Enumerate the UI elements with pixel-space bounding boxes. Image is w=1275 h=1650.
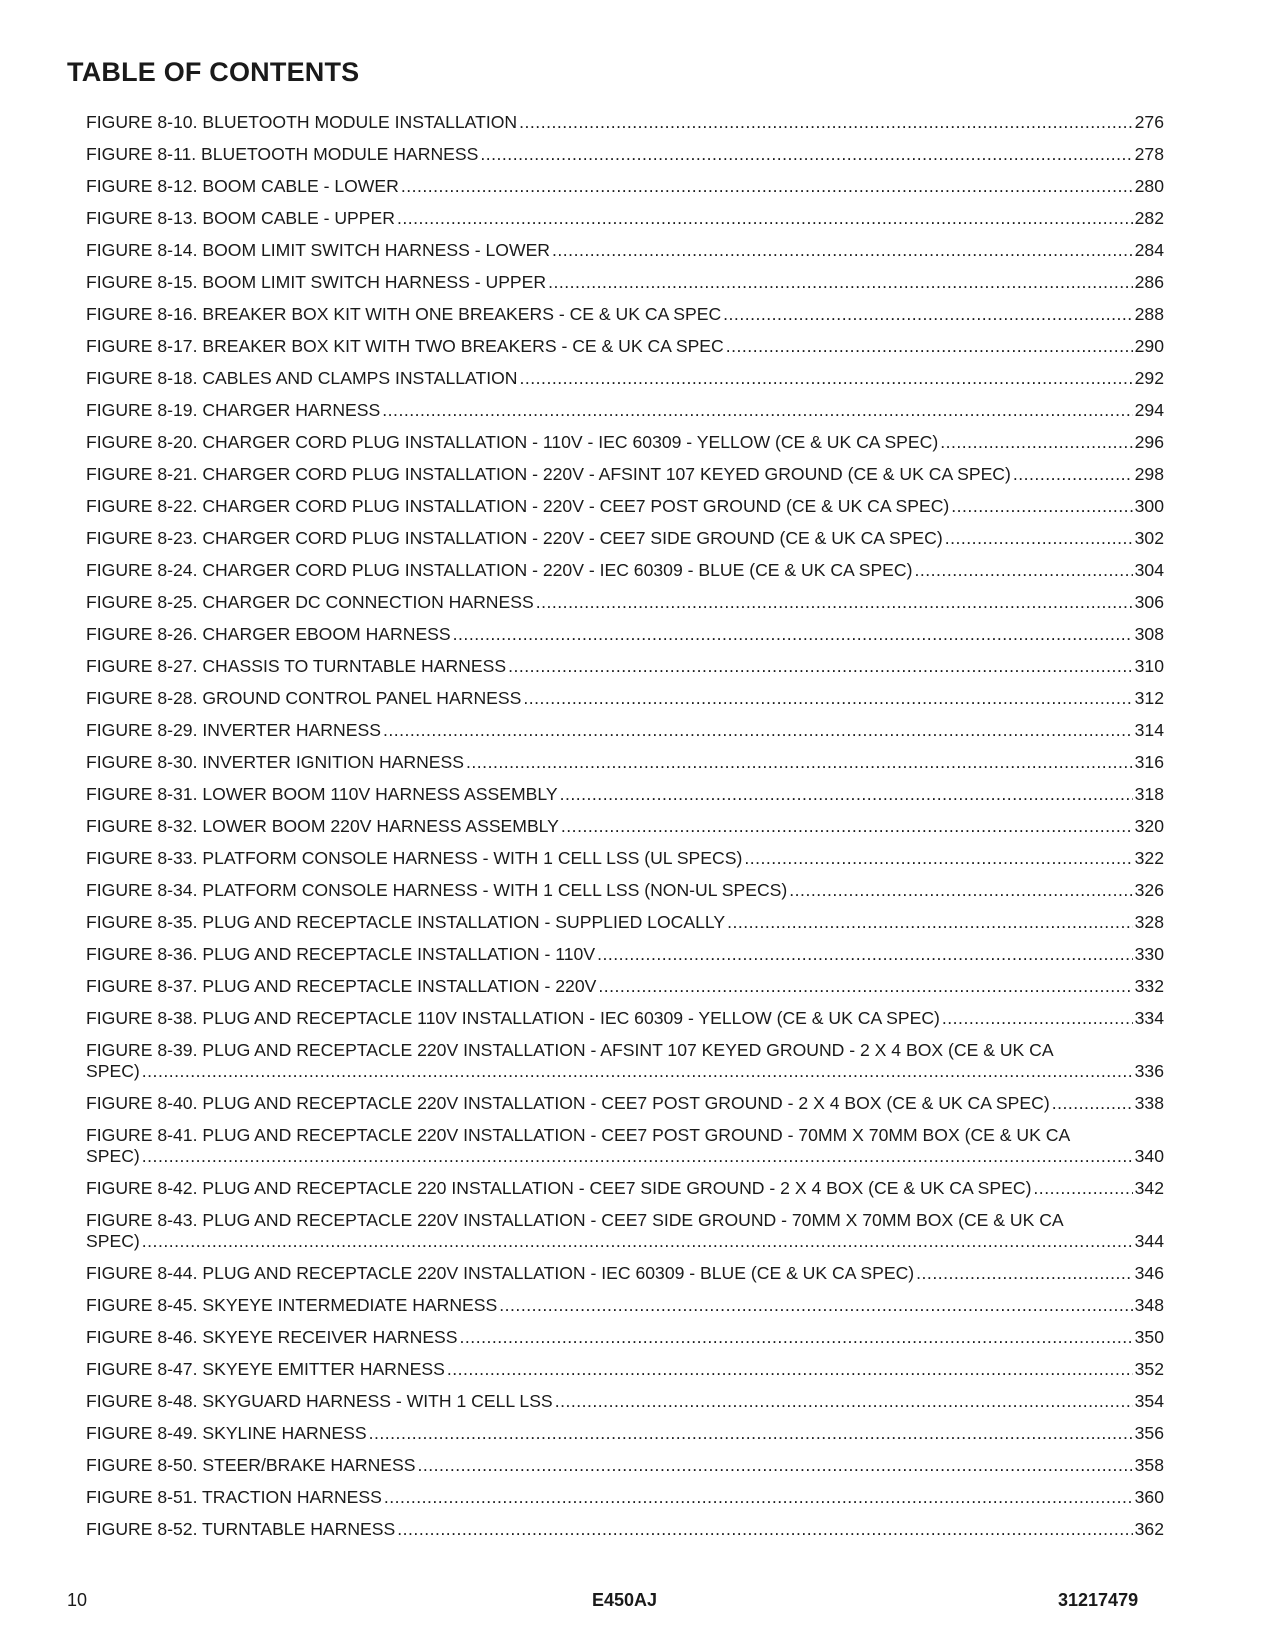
- toc-entry[interactable]: [86, 560, 1164, 581]
- toc-entry-page: 344: [1134, 1231, 1164, 1251]
- toc-entry-page: 354: [1134, 1391, 1164, 1411]
- toc-leader-dots: [369, 1423, 1133, 1444]
- toc-entry-title: FIGURE 8-46. SKYEYE RECEIVER HARNESS: [86, 1327, 458, 1347]
- toc-entry[interactable]: [86, 112, 1164, 133]
- toc-entry-title-cont: SPEC): [86, 1231, 140, 1251]
- toc-entry-title: FIGURE 8-50. STEER/BRAKE HARNESS: [86, 1455, 416, 1475]
- toc-entry-page: 296: [1134, 432, 1164, 452]
- toc-leader-dots: [397, 208, 1133, 229]
- toc-entry[interactable]: [86, 1423, 1164, 1444]
- toc-entry-title: FIGURE 8-14. BOOM LIMIT SWITCH HARNESS - LOWER: [86, 240, 551, 260]
- toc-entry-title: FIGURE 8-51. TRACTION HARNESS: [86, 1487, 382, 1507]
- toc-entry-title: FIGURE 8-33. PLATFORM CONSOLE HARNESS - WITH 1 CELL LSS (UL SPECS): [86, 848, 743, 868]
- toc-entry-title: FIGURE 8-23. CHARGER CORD PLUG INSTALLATION - 220V - CEE7 SIDE GROUND (CE & UK CA SPEC): [86, 528, 943, 548]
- toc-entry-title: FIGURE 8-30. INVERTER IGNITION HARNESS: [86, 752, 465, 772]
- toc-entry-continuation: [86, 1146, 1164, 1167]
- toc-entry-title: FIGURE 8-16. BREAKER BOX KIT WITH ONE BREAKERS - CE & UK CA SPEC: [86, 304, 722, 324]
- toc-entry[interactable]: [86, 624, 1164, 645]
- toc-entry-page: 316: [1134, 752, 1164, 772]
- toc-entry-title: FIGURE 8-45. SKYEYE INTERMEDIATE HARNESS: [86, 1295, 498, 1315]
- toc-entry-title: FIGURE 8-52. TURNTABLE HARNESS: [86, 1519, 396, 1539]
- toc-entry-title: FIGURE 8-42. PLUG AND RECEPTACLE 220 INSTALLATION - CEE7 SIDE GROUND - 2 X 4 BOX (CE & UK CA SPEC): [86, 1178, 1032, 1198]
- toc-entry-page: 294: [1134, 400, 1164, 420]
- toc-leader-dots: [536, 592, 1133, 613]
- toc-leader-dots: [560, 784, 1133, 805]
- toc-entry[interactable]: [86, 240, 1164, 261]
- toc-entry[interactable]: [86, 1391, 1164, 1412]
- toc-entry-title: FIGURE 8-31. LOWER BOOM 110V HARNESS ASSEMBLY: [86, 784, 558, 804]
- toc-entry-title: FIGURE 8-24. CHARGER CORD PLUG INSTALLATION - 220V - IEC 60309 - BLUE (CE & UK CA SPEC): [86, 560, 913, 580]
- toc-entry-page: 358: [1134, 1455, 1164, 1475]
- toc-entry-page: 312: [1134, 688, 1164, 708]
- toc-entry-title: FIGURE 8-13. BOOM CABLE - UPPER: [86, 208, 395, 228]
- toc-leader-dots: [523, 688, 1132, 709]
- toc-entry[interactable]: [86, 464, 1164, 485]
- toc-entry-title: FIGURE 8-36. PLUG AND RECEPTACLE INSTALLATION - 110V: [86, 944, 596, 964]
- toc-entry-page: 330: [1134, 944, 1164, 964]
- toc-entry[interactable]: [86, 1487, 1164, 1508]
- toc-entry[interactable]: [86, 848, 1164, 869]
- toc-entry-page: 288: [1134, 304, 1164, 324]
- toc-entry-page: 326: [1134, 880, 1164, 900]
- toc-entry[interactable]: [86, 752, 1164, 773]
- toc-entry-title: FIGURE 8-47. SKYEYE EMITTER HARNESS: [86, 1359, 445, 1379]
- toc-entry-title: FIGURE 8-26. CHARGER EBOOM HARNESS: [86, 624, 451, 644]
- toc-leader-dots: [142, 1146, 1133, 1167]
- toc-leader-dots: [914, 560, 1132, 581]
- toc-leader-dots: [382, 400, 1132, 421]
- toc-entry-page: 362: [1134, 1519, 1164, 1539]
- toc-leader-dots: [598, 976, 1132, 997]
- toc-entry-title: FIGURE 8-32. LOWER BOOM 220V HARNESS ASSEMBLY: [86, 816, 559, 836]
- toc-leader-dots: [508, 656, 1133, 677]
- toc-entry-page: 308: [1134, 624, 1164, 644]
- toc-leader-dots: [447, 1359, 1133, 1380]
- toc-entry-page: 320: [1134, 816, 1164, 836]
- toc-leader-dots: [519, 112, 1133, 133]
- toc-entry[interactable]: [86, 1455, 1164, 1476]
- toc-entry-page: 318: [1134, 784, 1164, 804]
- toc-leader-dots: [142, 1231, 1133, 1252]
- toc-entry-title-cont: SPEC): [86, 1146, 140, 1166]
- footer-page-number: 10: [67, 1590, 88, 1610]
- toc-leader-dots: [1033, 1178, 1132, 1199]
- toc-entry-page: 356: [1134, 1423, 1164, 1443]
- toc-entry-page: 302: [1134, 528, 1164, 548]
- toc-entry-page: 286: [1134, 272, 1164, 292]
- toc-entry[interactable]: [86, 176, 1164, 197]
- toc-entry[interactable]: [86, 784, 1164, 805]
- toc-entry-page: 300: [1134, 496, 1164, 516]
- toc-entry[interactable]: [86, 432, 1164, 453]
- toc-leader-dots: [383, 720, 1133, 741]
- toc-entry[interactable]: [86, 880, 1164, 901]
- toc-entry[interactable]: [86, 304, 1164, 325]
- toc-leader-dots: [548, 272, 1133, 293]
- toc-entry-page: 322: [1134, 848, 1164, 868]
- toc-entry[interactable]: [86, 496, 1164, 517]
- footer-doc-number: 31217479: [1058, 1590, 1139, 1610]
- toc-entry-title: FIGURE 8-22. CHARGER CORD PLUG INSTALLATION - 220V - CEE7 POST GROUND (CE & UK CA SPEC): [86, 496, 950, 516]
- toc-leader-dots: [401, 176, 1133, 197]
- toc-entry-page: 292: [1134, 368, 1164, 388]
- toc-entry[interactable]: [86, 400, 1164, 421]
- toc-leader-dots: [916, 1263, 1132, 1284]
- toc-entry-page: 328: [1134, 912, 1164, 932]
- toc-leader-dots: [726, 336, 1133, 357]
- toc-entry-title: FIGURE 8-17. BREAKER BOX KIT WITH TWO BREAKERS - CE & UK CA SPEC: [86, 336, 724, 356]
- toc-entry-title: FIGURE 8-27. CHASSIS TO TURNTABLE HARNESS: [86, 656, 507, 676]
- toc-entry[interactable]: [86, 208, 1164, 229]
- toc-entry[interactable]: [86, 592, 1164, 613]
- toc-leader-dots: [460, 1327, 1133, 1348]
- toc-entry[interactable]: [86, 1359, 1164, 1380]
- toc-entry-page: 310: [1134, 656, 1164, 676]
- toc-entry-title: FIGURE 8-11. BLUETOOTH MODULE HARNESS: [86, 144, 479, 164]
- toc-entry-title: FIGURE 8-48. SKYGUARD HARNESS - WITH 1 CELL LSS: [86, 1391, 553, 1411]
- toc-entry-continuation: [86, 1061, 1164, 1082]
- toc-entry-page: 342: [1134, 1178, 1164, 1198]
- toc-entry[interactable]: [86, 272, 1164, 293]
- page-title: TABLE OF CONTENTS: [67, 57, 360, 87]
- toc-entry-page: 282: [1134, 208, 1164, 228]
- toc-entry-title: FIGURE 8-39. PLUG AND RECEPTACLE 220V INSTALLATION - AFSINT 107 KEYED GROUND - 2 X 4 BOX (CE & UK CA: [86, 1040, 1054, 1060]
- footer-model: E450AJ: [592, 1590, 658, 1610]
- toc-entry[interactable]: [86, 1008, 1164, 1029]
- toc-entry-title: FIGURE 8-25. CHARGER DC CONNECTION HARNESS: [86, 592, 534, 612]
- toc-entry[interactable]: [86, 1295, 1164, 1316]
- toc-entry[interactable]: [86, 1125, 1164, 1167]
- toc-entry-continuation: [86, 1231, 1164, 1252]
- toc-leader-dots: [520, 368, 1133, 389]
- toc-entry[interactable]: [86, 528, 1164, 549]
- toc-entry-page: 306: [1134, 592, 1164, 612]
- toc-leader-dots: [397, 1519, 1132, 1540]
- toc-entry[interactable]: [86, 1263, 1164, 1284]
- toc-entry-page: 338: [1134, 1093, 1164, 1113]
- toc-entry-title: FIGURE 8-18. CABLES AND CLAMPS INSTALLATION: [86, 368, 518, 388]
- toc-leader-dots: [499, 1295, 1132, 1316]
- toc-leader-dots: [1013, 464, 1133, 485]
- toc-entry-title: FIGURE 8-28. GROUND CONTROL PANEL HARNESS: [86, 688, 522, 708]
- toc-entry[interactable]: [86, 816, 1164, 837]
- toc-entry-title: FIGURE 8-15. BOOM LIMIT SWITCH HARNESS - UPPER: [86, 272, 547, 292]
- toc-entry-title: FIGURE 8-37. PLUG AND RECEPTACLE INSTALLATION - 220V: [86, 976, 597, 996]
- toc-entry-page: 332: [1134, 976, 1164, 996]
- toc-leader-dots: [789, 880, 1132, 901]
- toc-leader-dots: [384, 1487, 1133, 1508]
- toc-entry-title: FIGURE 8-44. PLUG AND RECEPTACLE 220V INSTALLATION - IEC 60309 - BLUE (CE & UK CA SPEC): [86, 1263, 915, 1283]
- toc-entry-page: 350: [1134, 1327, 1164, 1347]
- toc-entry[interactable]: [86, 944, 1164, 965]
- toc-entry-page: 284: [1134, 240, 1164, 260]
- toc-entry-title: FIGURE 8-20. CHARGER CORD PLUG INSTALLATION - 110V - IEC 60309 - YELLOW (CE & UK CA SPEC): [86, 432, 939, 452]
- toc-entry[interactable]: [86, 1040, 1164, 1082]
- toc-entry-page: 278: [1134, 144, 1164, 164]
- toc-entry-page: 348: [1134, 1295, 1164, 1315]
- toc-entry-title: FIGURE 8-21. CHARGER CORD PLUG INSTALLATION - 220V - AFSINT 107 KEYED GROUND (CE & UK CA SPEC): [86, 464, 1011, 484]
- toc-leader-dots: [727, 912, 1133, 933]
- toc-entry-page: 336: [1134, 1061, 1164, 1081]
- toc-entry[interactable]: [86, 720, 1164, 741]
- toc-entry-page: 276: [1134, 112, 1164, 132]
- toc-entry-title: FIGURE 8-43. PLUG AND RECEPTACLE 220V INSTALLATION - CEE7 SIDE GROUND - 70MM X 70MM BOX (CE & UK CA: [86, 1210, 1064, 1230]
- toc-leader-dots: [942, 1008, 1133, 1029]
- toc-leader-dots: [744, 848, 1132, 869]
- toc-entry-page: 334: [1134, 1008, 1164, 1028]
- toc-leader-dots: [552, 240, 1133, 261]
- toc-entry-title: FIGURE 8-40. PLUG AND RECEPTACLE 220V INSTALLATION - CEE7 POST GROUND - 2 X 4 BOX (CE & UK CA SPEC): [86, 1093, 1050, 1113]
- toc-leader-dots: [466, 752, 1133, 773]
- toc-leader-dots: [480, 144, 1132, 165]
- toc-entry-page: 298: [1134, 464, 1164, 484]
- toc-entry-title: FIGURE 8-12. BOOM CABLE - LOWER: [86, 176, 399, 196]
- toc-entry-title: FIGURE 8-49. SKYLINE HARNESS: [86, 1423, 367, 1443]
- toc-entry-page: 360: [1134, 1487, 1164, 1507]
- toc-entry[interactable]: [86, 336, 1164, 357]
- toc-leader-dots: [1052, 1093, 1133, 1114]
- toc-entry-page: 280: [1134, 176, 1164, 196]
- toc-entry-title: FIGURE 8-35. PLUG AND RECEPTACLE INSTALLATION - SUPPLIED LOCALLY: [86, 912, 726, 932]
- toc-entry-title: FIGURE 8-29. INVERTER HARNESS: [86, 720, 381, 740]
- toc-entry-title: FIGURE 8-41. PLUG AND RECEPTACLE 220V INSTALLATION - CEE7 POST GROUND - 70MM X 70MM BOX (CE & UK CA: [86, 1125, 1071, 1145]
- toc-entry[interactable]: [86, 1519, 1164, 1540]
- toc-leader-dots: [945, 528, 1133, 549]
- toc-leader-dots: [561, 816, 1133, 837]
- toc-entry-title-cont: SPEC): [86, 1061, 140, 1081]
- toc-entry[interactable]: [86, 688, 1164, 709]
- toc-entry[interactable]: [86, 656, 1164, 677]
- toc-entry-page: 314: [1134, 720, 1164, 740]
- toc-entry-page: 340: [1134, 1146, 1164, 1166]
- toc-entry-title: FIGURE 8-34. PLATFORM CONSOLE HARNESS - WITH 1 CELL LSS (NON-UL SPECS): [86, 880, 788, 900]
- toc-leader-dots: [453, 624, 1133, 645]
- toc-entry[interactable]: [86, 1327, 1164, 1348]
- toc-entry[interactable]: [86, 144, 1164, 165]
- toc-leader-dots: [142, 1061, 1133, 1082]
- toc-entry-page: 346: [1134, 1263, 1164, 1283]
- toc-leader-dots: [951, 496, 1132, 517]
- toc-leader-dots: [555, 1391, 1133, 1412]
- toc-leader-dots: [597, 944, 1133, 965]
- toc-entry-title: FIGURE 8-10. BLUETOOTH MODULE INSTALLATION: [86, 112, 518, 132]
- toc-leader-dots: [940, 432, 1132, 453]
- toc-entry-page: 352: [1134, 1359, 1164, 1379]
- toc-entry[interactable]: [86, 1178, 1164, 1199]
- toc-entry-title: FIGURE 8-19. CHARGER HARNESS: [86, 400, 381, 420]
- toc-entry[interactable]: [86, 368, 1164, 389]
- toc-entry-title: FIGURE 8-38. PLUG AND RECEPTACLE 110V INSTALLATION - IEC 60309 - YELLOW (CE & UK CA SPEC): [86, 1008, 940, 1028]
- toc-leader-dots: [723, 304, 1132, 325]
- toc-leader-dots: [417, 1455, 1132, 1476]
- toc-list: [86, 112, 1164, 1551]
- toc-entry[interactable]: [86, 1210, 1164, 1252]
- toc-entry[interactable]: [86, 976, 1164, 997]
- toc-entry-page: 304: [1134, 560, 1164, 580]
- toc-entry-page: 290: [1134, 336, 1164, 356]
- toc-entry[interactable]: [86, 912, 1164, 933]
- toc-entry[interactable]: [86, 1093, 1164, 1114]
